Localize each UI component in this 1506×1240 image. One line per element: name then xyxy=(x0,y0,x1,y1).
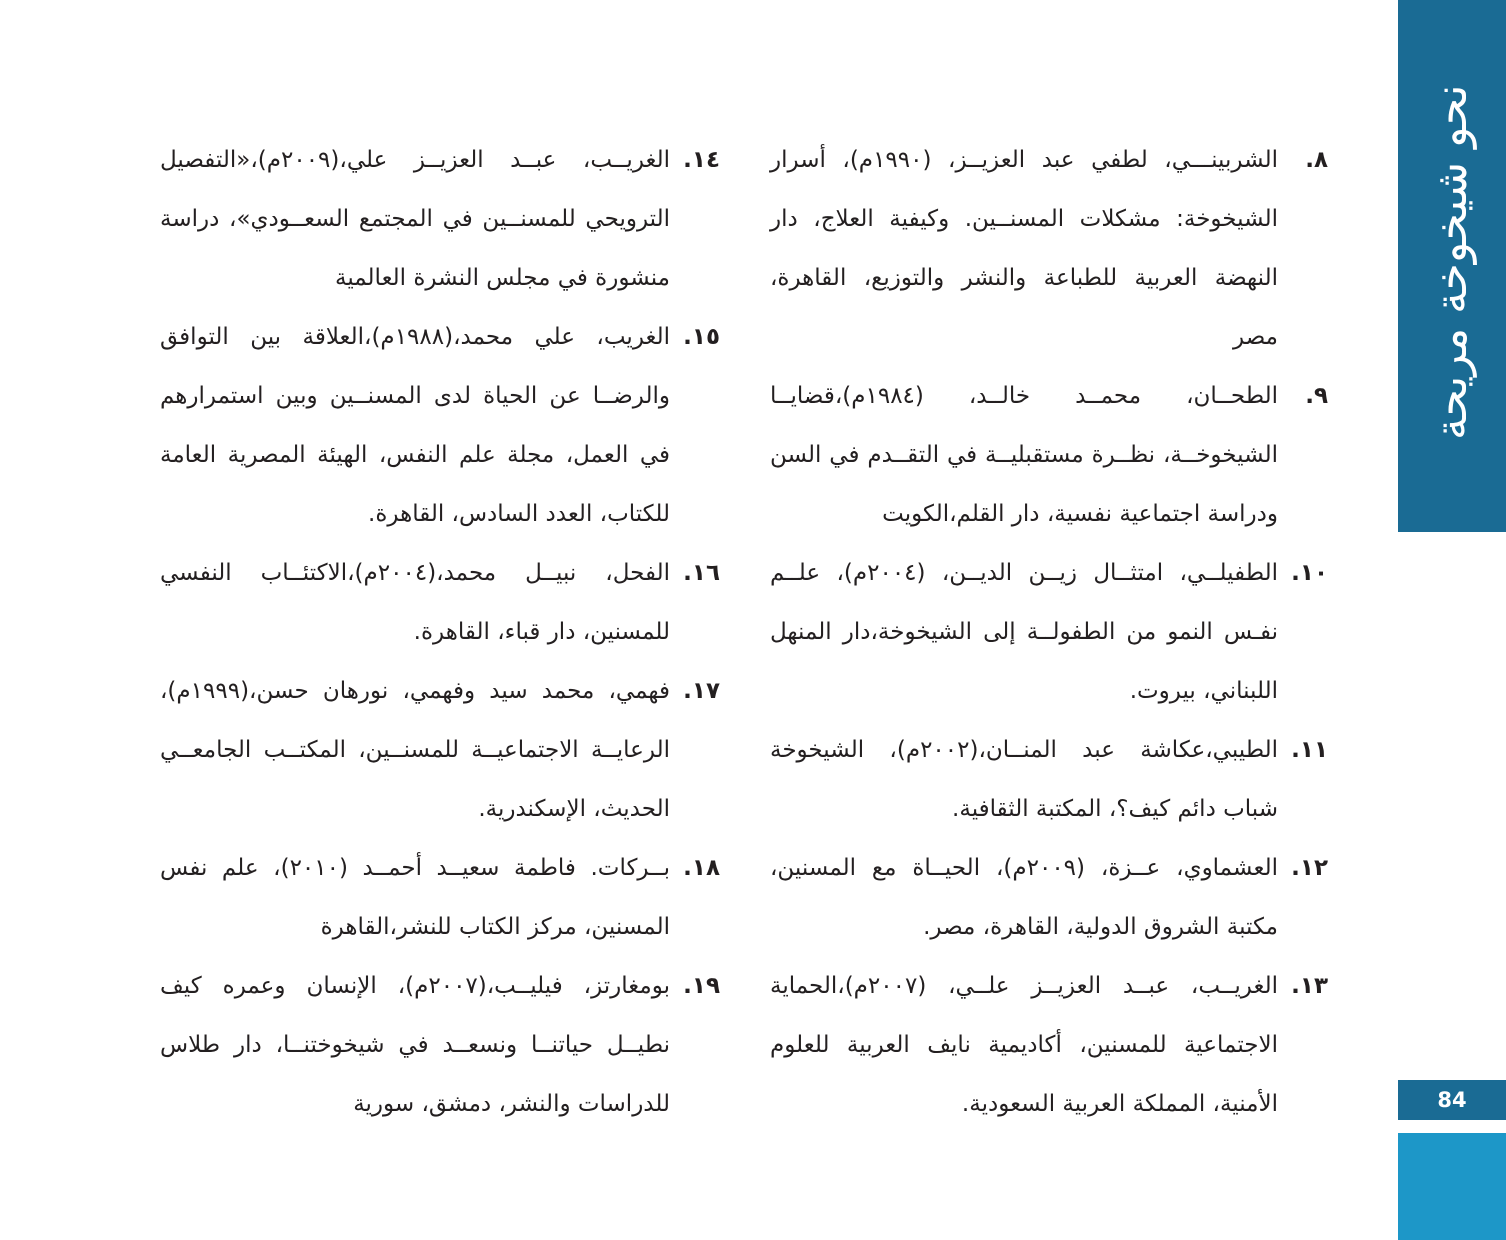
reference-number: ١٥. xyxy=(683,324,720,350)
running-title: نحو شيخوخة مريحة xyxy=(1426,84,1477,440)
reference-item xyxy=(160,662,720,839)
reference-item xyxy=(160,839,720,957)
reference-number: ١٩. xyxy=(683,973,720,999)
reference-item xyxy=(770,839,1328,957)
reference-number: ٨. xyxy=(1305,147,1328,173)
reference-text: الفحل، نبيــل محمد،(٢٠٠٤م)،الاكتئــاب النفسي للمسنين، دار قباء، القاهرة. xyxy=(160,560,670,645)
references-column-right xyxy=(770,131,1328,1134)
reference-number: ١٠. xyxy=(1291,560,1328,586)
reference-item xyxy=(770,721,1328,839)
references-column-left xyxy=(160,131,720,1134)
reference-text: الغريب، علي محمد،(١٩٨٨م)،العلاقة بين التوافق والرضــا عن الحياة لدى المسنــين وبين استمرارهم في العمل، مجلة علم النفس، الهيئة المصرية العامة للكتاب، العدد السادس، القاهرة. xyxy=(160,324,670,527)
reference-text: فهمي، محمد سيد وفهمي، نورهان حسن،(١٩٩٩م)، الرعايــة الاجتماعيــة للمسنــين، المكتــب الجامعــي الحديث، الإسكندرية. xyxy=(160,678,670,822)
side-tab-bottom xyxy=(1398,1133,1506,1240)
reference-number: ١٤. xyxy=(683,147,720,173)
reference-text: الطيبي،عكاشة عبد المنــان،(٢٠٠٢م)، الشيخوخة شباب دائم كيف؟، المكتبة الثقافية. xyxy=(770,737,1278,822)
reference-text: العشماوي، عــزة، (٢٠٠٩م)، الحيــاة مع المسنين، مكتبة الشروق الدولية، القاهرة، مصر. xyxy=(770,855,1278,940)
reference-number: ١٧. xyxy=(683,678,720,704)
reference-number: ١١. xyxy=(1291,737,1328,763)
reference-item xyxy=(160,131,720,308)
reference-number: ١٨. xyxy=(683,855,720,881)
reference-number: ٩. xyxy=(1305,383,1328,409)
reference-text: الطفيلــي، امتثــال زيــن الديــن، (٢٠٠٤م)، علــم نفـس النمو من الطفولــة إلى الشيخوخة،دار المنهل اللبناني، بيروت. xyxy=(770,560,1278,704)
reference-item xyxy=(770,367,1328,544)
reference-number: ١٢. xyxy=(1291,855,1328,881)
page-number: 84 xyxy=(1398,1080,1506,1120)
reference-text: بومغارتز، فيليــب،(٢٠٠٧م)، الإنسان وعمره كيف نطيــل حياتنــا ونسعــد في شيخوختنــا، دار طلاس للدراسات والنشر، دمشق، سورية xyxy=(160,973,670,1117)
reference-text: الطحــان، محمــد خالــد، (١٩٨٤م)،قضايــا الشيخوخــة، نظــرة مستقبليــة في التقــدم في السن ودراسة اجتماعية نفسية، دار القلم،الكويت xyxy=(770,383,1278,527)
reference-text: الغريــب، عبــد العزيــز علي،(٢٠٠٩م)،«التفصيل الترويحي للمسنــين في المجتمع السعــودي»، دراسة منشورة في مجلس النشرة العالمية xyxy=(160,147,670,291)
reference-text: الشربينـــي، لطفي عبد العزيــز، (١٩٩٠م)، أسرار الشيخوخة: مشكلات المسنــين. وكيفية العلاج، دار النهضة العربية للطباعة والنشر والتوزيع، القاهرة، مصر xyxy=(770,147,1279,350)
reference-item xyxy=(160,544,720,662)
reference-item xyxy=(160,308,720,544)
reference-text: بــركات. فاطمة سعيــد أحمــد (٢٠١٠)، علم نفس المسنين، مركز الكتاب للنشر،القاهرة xyxy=(160,855,670,940)
reference-item xyxy=(770,544,1328,721)
reference-item xyxy=(160,957,720,1134)
reference-item xyxy=(770,131,1328,367)
reference-text: الغريــب، عبــد العزيــز علــي، (٢٠٠٧م)،الحماية الاجتماعية للمسنين، أكاديمية نايف العربية للعلوم الأمنية، المملكة العربية السعودية. xyxy=(770,973,1278,1117)
reference-item xyxy=(770,957,1328,1134)
reference-number: ١٦. xyxy=(683,560,720,586)
reference-number: ١٣. xyxy=(1291,973,1328,999)
